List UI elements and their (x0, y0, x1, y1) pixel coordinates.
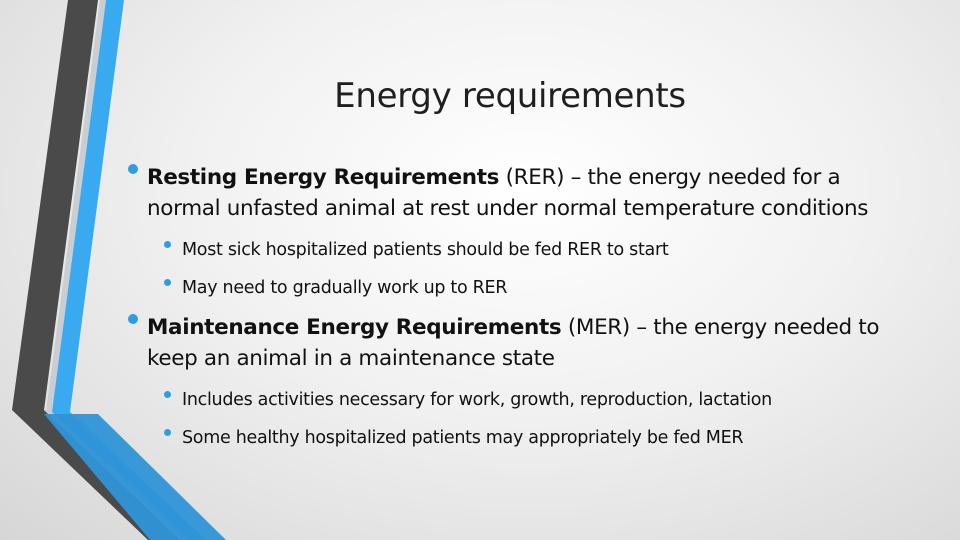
sub-bullet-text: Most sick hospitalized patients should be fed RER to start (182, 240, 669, 260)
bullet-dot-icon (164, 279, 171, 286)
bullet-rer (128, 162, 918, 224)
bullet-dot-icon (164, 241, 171, 248)
bullet-rer-term: Resting Energy Requirements (147, 165, 500, 190)
bullet-mer-term: Maintenance Energy Requirements (147, 315, 562, 340)
bullet-dot-icon (164, 429, 171, 436)
bullet-list (128, 162, 918, 452)
sub-bullet-mer-1 (128, 386, 918, 414)
bullet-dot-icon (164, 391, 171, 398)
sub-bullet-rer-2 (128, 274, 918, 302)
bullet-mer-text: (MER) – the energy needed to keep an animal in a maintenance state (147, 315, 880, 371)
bullet-dot-icon (128, 164, 138, 174)
bullet-dot-icon (128, 314, 138, 324)
sub-bullet-text: May need to gradually work up to RER (182, 278, 508, 298)
sub-bullet-rer-1 (128, 236, 918, 264)
slide-title: Energy requirements (334, 76, 686, 116)
sub-bullet-text: Includes activities necessary for work, growth, reproduction, lactation (182, 390, 772, 410)
sub-bullet-mer-2 (128, 424, 918, 452)
bullet-mer (128, 312, 918, 374)
bullet-rer-text: (RER) – the energy needed for a normal unfasted animal at rest under normal temperature conditions (147, 165, 869, 221)
sub-bullet-text: Some healthy hospitalized patients may appropriately be fed MER (182, 428, 744, 448)
